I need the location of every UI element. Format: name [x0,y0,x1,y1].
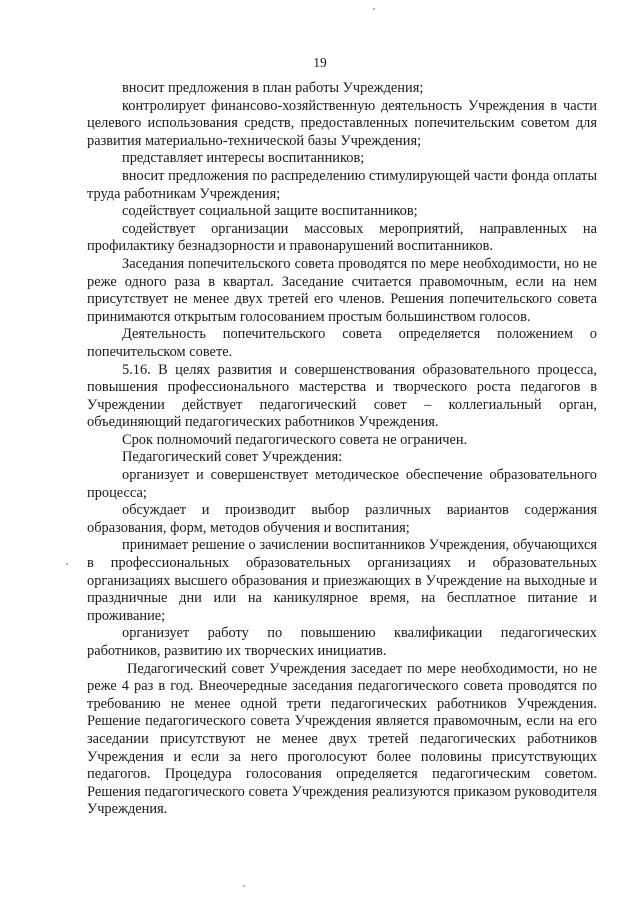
paragraph: вносит предложения по распределению стимулирующей части фонда оплаты труда работникам Учреждения; [87,167,597,202]
scan-speck [66,563,68,565]
paragraph: Срок полномочий педагогического совета не ограничен. [122,431,468,448]
paragraph: контролирует финансово-хозяйственную деятельность Учреждения в части целевого использования средств, предоставленных попечительским советом для развития материально-технической базы Учреждения; [87,97,597,149]
paragraph: Педагогический совет Учреждения заседает по мере необходимости, но не реже 4 раз в год. Внеочередные заседания педагогического совета проводятся по требованию не менее одной трети педагогических работников Учреждения. Решение педагогического совета Учреждения является правомочным, если на его заседании присутствуют не менее двух третей педагогических работников Учреждения и если за него проголосуют более половины присутствующих педагогов. Процедура голосования определяется педагогическим советом. Решения педагогического совета Учреждения реализуются приказом руководителя Учреждения. [87,660,597,818]
scan-speck [243,885,245,887]
scan-speck [373,8,375,10]
paragraph: обсуждает и производит выбор различных вариантов содержания образования, форм, методов обучения и воспитания; [87,502,597,536]
paragraph: организует и совершенствует методическое обеспечение образовательного процесса; [87,467,597,501]
paragraph: вносит предложения в план работы Учреждения; [122,80,424,96]
paragraph: Педагогический совет Учреждения: [122,449,343,466]
paragraph: принимает решение о зачислении воспитанников Учреждения, обучающихся в профессиональных образовательных организациях и образовательных организациях высшего образования и приезжающих в Учреждение на выходные и праздничные дни или на каникулярное время, на бесплатное питание и проживание; [87,537,597,624]
paragraph: представляет интересы воспитанников; [122,150,365,167]
paragraph: Деятельность попечительского совета определяется положением о попечительском совете. [87,326,597,360]
paragraph: содействует организации массовых мероприятий, направленных на профилактику безнадзорности и правонарушений воспитанников. [87,220,597,255]
paragraph: содействует социальной защите воспитанников; [122,203,418,220]
paragraph-section-5-16: 5.16. В целях развития и совершенствования образовательного процесса, повышения профессионального мастерства и творческого роста педагогов в Учреждении действует педагогический совет – коллегиальный орган, объединяющий педагогических работников Учреждения. [87,361,597,431]
paragraph: организует работу по повышению квалификации педагогических работников, развитию их творческих инициатив. [87,625,597,659]
page-number: 19 [313,55,327,70]
paragraph: Заседания попечительского совета проводятся по мере необходимости, но не реже одного раза в квартал. Заседание считается правомочным, если на нем присутствует не менее двух третей его членов. Решения попечительского совета принимаются открытым голосованием простым большинством голосов. [87,255,597,325]
document-body [87,80,597,819]
